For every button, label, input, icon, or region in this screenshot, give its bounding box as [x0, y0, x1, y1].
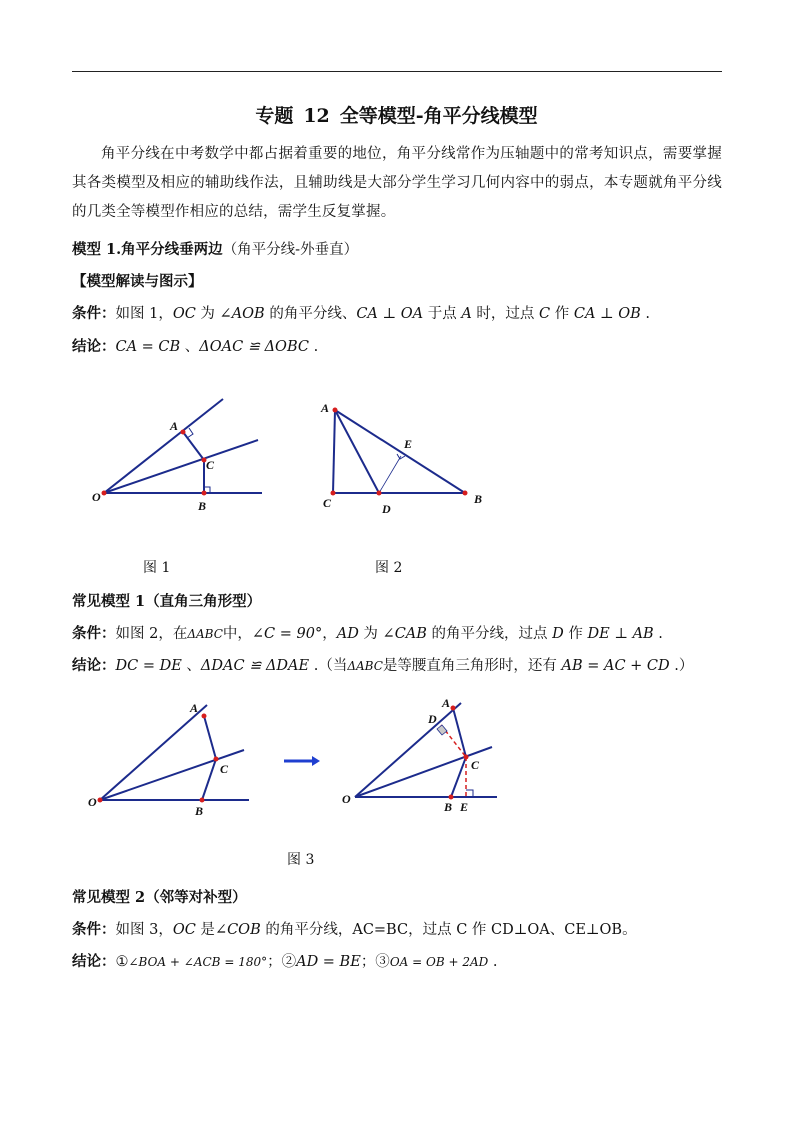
figure-2-caption: 图 2	[375, 560, 403, 576]
model1-condition: 条件：如图 1，OC 为 ∠AOB 的角平分线、CA ⊥ OA 于点 A 时，过点 C 作 CA ⊥ OB .	[72, 305, 651, 322]
label-E: E	[460, 800, 469, 814]
label-C: C	[206, 458, 215, 472]
label-O: O	[342, 792, 351, 806]
common2-condition: 条件：如图 3，OC 是∠COB 的角平分线，AC=BC，过点 C 作 CD⊥OA、CE⊥OB。	[72, 921, 637, 938]
label-O: O	[92, 490, 101, 504]
label-A: A	[190, 701, 199, 715]
model1-heading: 模型 1.角平分线垂两边（角平分线-外垂直）	[72, 241, 359, 258]
common2-heading: 常见模型 2（邻等对补型）	[72, 889, 247, 906]
label-C: C	[323, 496, 332, 510]
common2-conclusion: 结论：①∠BOA + ∠ACB = 180°；②AD = BE；③OA = OB + 2AD .	[72, 953, 498, 970]
label-B: B	[198, 499, 207, 513]
figure-3-caption: 图 3	[287, 852, 315, 868]
common1-conclusion: 结论：DC = DE 、ΔDAC ≌ ΔDAE .（当ΔABC是等腰直角三角形时，还有 AB = AC + CD .）	[72, 657, 694, 674]
label-C: C	[471, 758, 480, 772]
label-A: A	[442, 696, 451, 710]
intro-paragraph: 角平分线在中考数学中都占据着重要的地位，角平分线常作为压轴题中的常考知识点，需要掌握其各类模型及相应的辅助线作法，且辅助线是大部分学生学习几何内容中的弱点，本专题就角平分线的几类全等模型作相应的总结，需学生反复掌握。	[72, 146, 722, 220]
model1-conclusion: 结论：CA = CB 、ΔOAC ≌ ΔOBC .	[72, 338, 319, 355]
label-A: A	[170, 419, 179, 433]
label-B: B	[474, 492, 483, 506]
label-B: B	[195, 804, 204, 818]
label-A: A	[321, 401, 330, 415]
title-prefix: 专题	[255, 105, 294, 127]
label-O: O	[88, 795, 97, 809]
title-name: 全等模型-角平分线模型	[339, 105, 538, 127]
figure-1-caption: 图 1	[143, 560, 171, 576]
label-E: E	[404, 437, 413, 451]
label-D: D	[382, 502, 391, 516]
model-section-heading: 【模型解读与图示】	[72, 273, 203, 290]
title-number: 12	[303, 105, 330, 127]
label-B: B	[444, 800, 453, 814]
common1-condition: 条件：如图 2，在ΔABC中，∠C = 90°，AD 为 ∠CAB 的角平分线，过点 D 作 DE ⊥ AB .	[72, 625, 663, 642]
label-C: C	[220, 762, 229, 776]
common1-heading: 常见模型 1（直角三角形型）	[72, 593, 262, 610]
label-D: D	[428, 712, 437, 726]
